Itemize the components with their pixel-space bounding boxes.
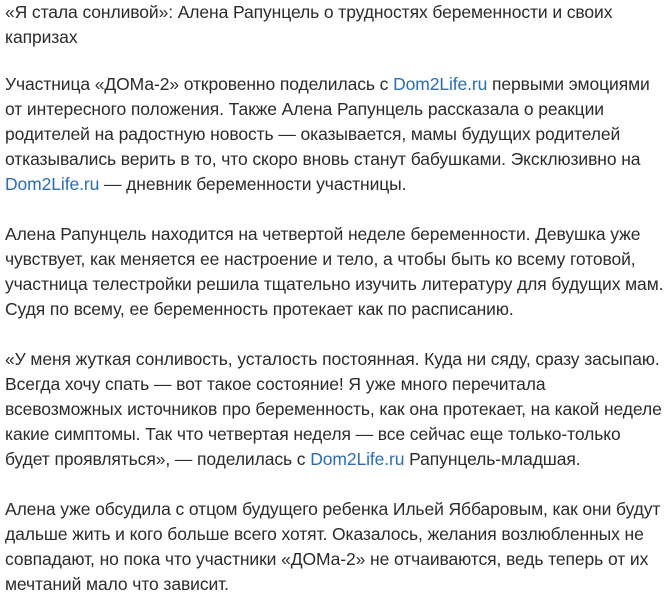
paragraph-pregnancy-week: Алена Рапунцель находится на четвертой неделе беременности. Девушка уже чувствует, как меняется ее настроение и тело, а чтобы быть ко всему готовой, участница телестройки решила тщательно изучить литературу для будущих мам. Судя по всему, ее беременность протекает как по расписанию.	[5, 224, 664, 319]
paragraph-intro	[5, 72, 665, 197]
paragraph-intro-text-c: — дневник беременности участницы.	[99, 174, 407, 194]
dom2life-link[interactable]: Dom2Life.ru	[310, 449, 405, 469]
paragraph-quote-text-b: Рапунцель-младшая.	[404, 449, 581, 469]
article-title: «Я стала сонливой»: Алена Рапунцель о трудностях беременности и своих капризах	[5, 2, 613, 47]
paragraph-intro-text-b: первыми эмоциями от интересного положения. Также Алена Рапунцель рассказала о реакции родителей на радостную новость — оказывается, мамы будущих родителей отказывались верить в то, что скоро вновь станут бабушками. Эксклюзивно на	[5, 74, 650, 169]
paragraph-quote	[5, 347, 665, 472]
article-body	[5, 0, 665, 597]
dom2life-link[interactable]: Dom2Life.ru	[5, 174, 100, 194]
paragraph-future-plans: Алена уже обсудила с отцом будущего ребенка Ильей Яббаровым, как они будут дальше жить и кого больше всего хотят. Оказалось, желания возлюбленных не совпадают, но пока что участники «ДОМа-2» не отчаиваются, ведь теперь от их мечтаний мало что зависит.	[5, 499, 661, 594]
dom2life-link[interactable]: Dom2Life.ru	[393, 74, 488, 94]
paragraph-quote-text-a: «У меня жуткая сонливость, усталость постоянная. Куда ни сяду, сразу засыпаю. Всегда хочу спать — вот такое состояние! Я уже много перечитала всевозможных источников про беременность, как она протекает, на какой неделе какие симптомы. Так что четвертая неделя — все сейчас еще только-только будет проявляться», — поделилась с	[5, 349, 662, 469]
paragraph-intro-text-a: Участница «ДОМа-2» откровенно поделилась с	[5, 74, 394, 94]
